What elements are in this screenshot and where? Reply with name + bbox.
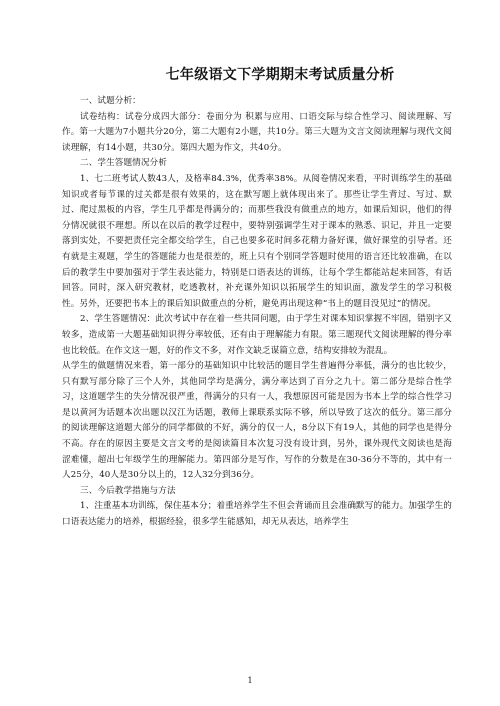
paragraph-part-breakdown: 从学生的做题情况来看，第一部分的基础知识中比较活的题目学生普遍得分率低，满分的也比较少，只有默写部分除了三个人外，其他同学均是满分，满分率达到了百分之九十。第二部分是综合性学习，这道题学生的失分情况很严重，得满分的只有一人，我想原因可能是因为书本上学的综合性学习是以黄河为话题本次出题以汉江为话题，教师上课联系实际不够，所以导致了这次的低分。第三部分的阅读理解这道题大部分的同学都做的不好，满分的仅一人，8分以下有19人，其他的同学也是得分不高。存在的原因主要是文言文考的是阅读篇目本次复习没有设计到，另外，课外现代文阅读也是海涩难懂，超出七年级学生的理解能力。第四部分是写作，写作的分数是在30-36分不等的，其中有一人25分，40人是30分以上的，12人32分到36分。 [62, 361, 452, 481]
document-title: 七年级语文下学期期末考试质量分析 [165, 67, 395, 83]
paragraph-measures: 1、注重基本功训练，保住基本分；着重培养学生不但会背诵而且会准确默写的能力。加强学生的口语表达能力的培养，根据经验，很多学生能感知，却无从表达，培养学生 [62, 501, 452, 528]
section-heading-analysis: 一、试题分析： [80, 96, 141, 106]
paragraph-structure: 试卷结构：试卷分成四大部分：卷面分为 积累与应用、口语交际与综合性学习、阅读理解、写作。第一大题为7小题共分20分，第二大题有2小题，共10分。第三大题为文言文阅读理解与现代文阅读理解，有14小题，共30分。第四大题为作文，共40分。 [62, 111, 452, 153]
section-heading-student-answers: 二、学生答题情况分析 [80, 158, 167, 169]
paragraph-common-problems: 2、学生答题情况：此次考试中存在着一些共同问题，由于学生对课本知识掌握不牢固，错别字又较多，造成第一大题基础知识得分率较低，还有由于理解能力有限。第三题现代文阅读理解的得分率也比较低。在作文这一题，好的作文不多，对作文缺乏谋篇立意，结构安排较为混乱。 [62, 314, 452, 356]
section-heading-measures: 三、今后教学措施与方法 [80, 485, 176, 496]
page-number: 1 [247, 676, 253, 685]
document-body [62, 94, 452, 531]
paragraph-class-results: 1、七二班考试人数43人，及格率84.3%，优秀率38%。从阅卷情况来看，平时训练学生的基础知识或者每节课的过关都是很有效果的，这在默写题上就体现出来了。那些让学生背过、写过、默过、爬过黑板的内容，学生几乎都是得满分的；而那些我没有做重点的地方，如课后知识，他们的得分情况就很不理想。所以在以后的教学过程中，要特别强调学生对于课本的熟悉、识记，并且一定要落到实处，不要把责任完全都交给学生，自己也要多花时间多花精力备好课，做好课堂的引导者。还有就是主观题，学生的答题能力也是很差的，班上只有个别同学答题时使用的语言还比较准确，在以后的教学生中要加强对于学生表达能力，特别是口语表达的训练，让每个学生都能站起来回答，有话回答。同时，深入研究教材，吃透教材，补充课外知识以拓展学生的知识面，激发学生的学习积极性。另外，还要把书本上的课后知识做重点的分析，避免再出现这种“书上的题目没见过“的情况。 [62, 173, 452, 309]
